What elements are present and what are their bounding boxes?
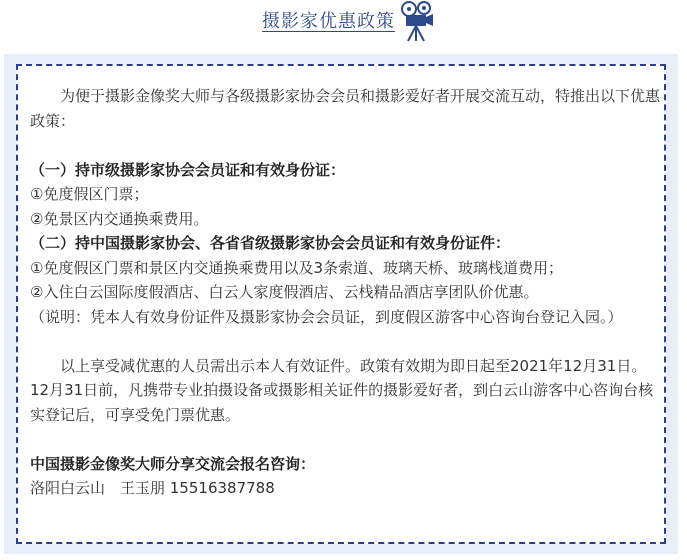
section1-item: ②免景区内交通换乘费用。 bbox=[30, 209, 209, 228]
camera-icon bbox=[400, 0, 436, 42]
page-title: 摄影家优惠政策 bbox=[262, 11, 395, 32]
section1-heading: （一）持市级摄影家协会会员证和有效身份证： bbox=[30, 160, 346, 179]
header bbox=[0, 0, 687, 46]
contact-heading: 中国摄影金像奖大师分享交流会报名咨询： bbox=[30, 454, 316, 473]
intro-paragraph: 为便于摄影金像奖大师与各级摄影家协会会员和摄影爱好者开展交流互动，特推出以下优惠政策： bbox=[30, 87, 661, 130]
section2-note: （说明：凭本人有效身份证件及摄影家协会会员证，到度假区游客中心咨询台登记入园。） bbox=[30, 307, 623, 326]
section2-item: ②入住白云国际度假酒店、白云人家度假酒店、云栈精品酒店享团队价优惠。 bbox=[30, 283, 539, 301]
section1-item: ①免度假区门票； bbox=[30, 185, 149, 203]
section2-item: ①免度假区门票和景区内交通换乘费用以及3条索道、玻璃天桥、玻璃栈道费用； bbox=[30, 258, 563, 277]
contact-line: 洛阳白云山 王玉朋 15516387788 bbox=[30, 479, 275, 497]
validity-paragraph: 以上享受减优惠的人员需出示本人有效证件。政策有效期为即日起至2021年12月31日。12月31日前，凡携带专业拍摄设备或摄影相关证件的摄影爱好者，到白云山游客中心咨询台核实登记后，可享受免门票优惠。 bbox=[30, 356, 654, 424]
section2-heading: （二）持中国摄影家协会、各省省级摄影家协会会员证和有效身份证件： bbox=[30, 234, 511, 252]
policy-content bbox=[30, 84, 660, 501]
